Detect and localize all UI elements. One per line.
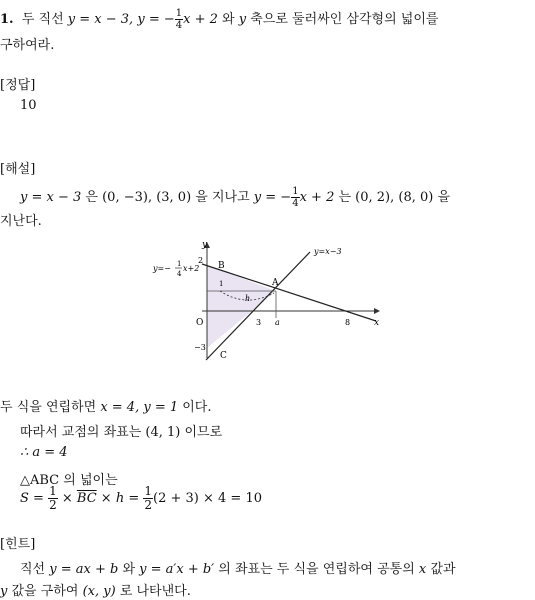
times-sign: × [61, 491, 73, 506]
problem-number: 1. [0, 12, 14, 27]
solution-text: 이다. [182, 400, 212, 415]
answer-label: [정답] [0, 78, 36, 93]
one-mark: 1 [219, 280, 224, 288]
hint-line-1 [20, 558, 456, 577]
x-variable: x [418, 562, 427, 577]
problem-text: 와 [222, 12, 235, 27]
solution-equation: x = 4, y = 1 [100, 400, 179, 415]
equation-2-suffix: x + 2 [299, 190, 335, 205]
hint-equation-1: y = ax + b [49, 562, 119, 577]
hint-text: 의 좌표는 두 식을 연립하여 공통의 [218, 562, 415, 577]
hint-equation-2: y = a′x + b′ [139, 562, 215, 577]
problem-line-1 [0, 8, 438, 31]
answer-value: 10 [20, 98, 37, 113]
height-term: × h = [100, 491, 140, 506]
coordinate-pair: (x, y) [82, 584, 116, 599]
solution-text: 두 식을 연립하면 [0, 400, 97, 415]
problem-line-2: 구하여라. [0, 38, 55, 53]
point-b-label: B [218, 261, 225, 271]
y-variable: y [0, 584, 8, 599]
origin-label: O [196, 318, 204, 328]
hint-text: 직선 [20, 562, 46, 577]
tick-3: 3 [256, 318, 262, 327]
tick-8: 8 [345, 318, 351, 327]
fraction-quarter: $\frac{1}{4}$ [292, 186, 299, 209]
point-c-label: C [220, 351, 227, 361]
line2-label-prefix: y=− [153, 264, 171, 273]
solution-line-2: 따라서 교점의 좌표는 (4, 1) 이므로 [20, 425, 223, 440]
explanation-label: [해설] [0, 162, 36, 177]
y-axis-label: y [202, 240, 208, 250]
area-result: (2 + 3) × 4 = 10 [153, 491, 262, 506]
equation-1: y = x − 3, [67, 12, 134, 27]
equation-2-suffix: x + 2 [183, 12, 218, 27]
x-axis-label: x [374, 318, 380, 328]
triangle-graph [150, 238, 390, 366]
fraction-quarter: $\frac{1}{4}$ [175, 8, 183, 31]
explanation-line-1 [20, 186, 450, 209]
hint-line-2 [0, 580, 191, 599]
explanation-text: 은 (0, −3), (3, 0) 을 지나고 [85, 190, 250, 205]
hint-label: [힌트] [0, 537, 36, 552]
explanation-text: 는 (0, 2), (8, 0) 을 [338, 190, 451, 205]
x-axis-arrow [374, 308, 380, 314]
hint-text: 값과 [430, 562, 456, 577]
equation-2-prefix: y = − [253, 190, 292, 205]
area-symbol: S = [20, 491, 44, 506]
tick-2: 2 [198, 256, 204, 265]
equation-2-prefix: y = − [137, 12, 175, 27]
line2-label-den: 4 [177, 270, 182, 278]
fraction-half: $\frac{1}{2}$ [49, 484, 57, 512]
point-a-label: A [272, 278, 279, 288]
tick-a: a [275, 318, 280, 327]
line2-label-num: 1 [177, 260, 182, 268]
h-label: h [245, 294, 251, 303]
explanation-line-2: 지난다. [0, 214, 42, 229]
problem-text: 축으로 둘러싸인 삼각형의 넓이를 [250, 12, 439, 27]
equation-1: y = x − 3 [20, 190, 82, 205]
hint-text: 로 나타낸다. [119, 584, 191, 599]
solution-line-5 [20, 485, 262, 512]
fraction-half: $\frac{1}{2}$ [144, 484, 153, 512]
line2-label-suffix: x+2 [183, 264, 200, 273]
problem-text: 두 직선 [21, 12, 64, 27]
solution-line-4: △ABC 의 넓이는 [20, 473, 118, 488]
hint-text: 와 [122, 562, 136, 577]
hint-text: 값을 구하여 [11, 584, 79, 599]
solution-line-3: ∴ a = 4 [20, 445, 68, 460]
segment-bc: $\overline{BC}$ [76, 491, 97, 506]
y-variable: y [238, 12, 247, 27]
tick-neg3: −3 [194, 343, 206, 352]
solution-line-1 [0, 396, 212, 415]
line1-label: y=x−3 [314, 247, 342, 256]
